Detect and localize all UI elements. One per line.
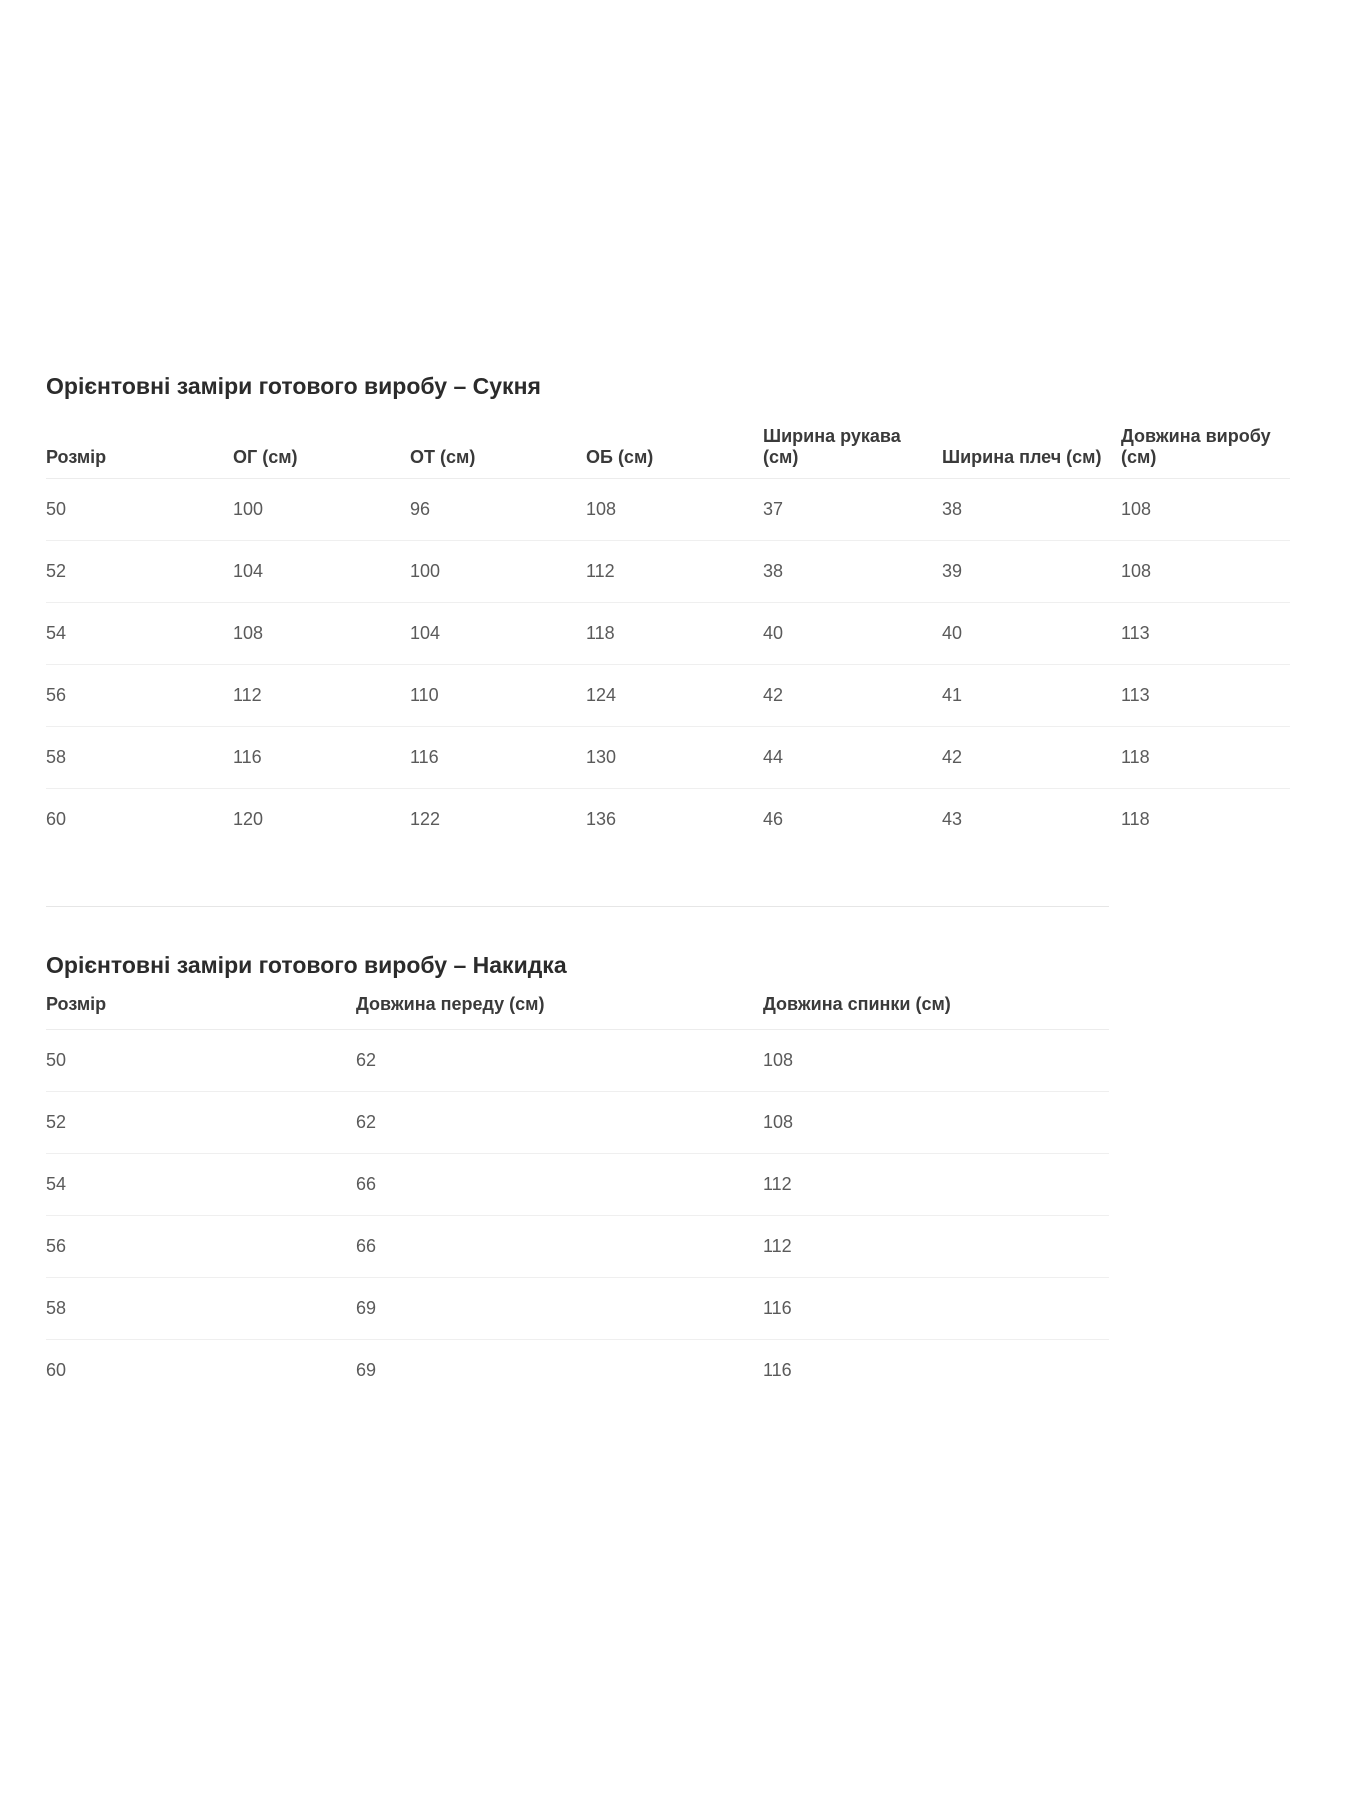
table-cell: 38 (763, 541, 942, 603)
table-row (46, 1216, 1109, 1278)
column-header-front-length: Довжина переду (см) (356, 993, 763, 1030)
table-cell: 44 (763, 727, 942, 789)
table-cell: 116 (763, 1278, 1109, 1340)
table-cell: 122 (410, 809, 441, 829)
table-cell: 112 (233, 665, 410, 727)
table-cell: 118 (1121, 809, 1150, 829)
table-cell: 66 (356, 1216, 763, 1278)
table-header-row (46, 993, 1109, 1030)
column-header-sleeve-width: Ширина рукава (см) (763, 416, 942, 479)
table-cell: 96 (410, 479, 586, 541)
table-cell: 62 (356, 1030, 763, 1092)
table-cell: 60 (46, 1360, 67, 1380)
table-row (46, 1092, 1109, 1154)
table-cell: 113 (1121, 665, 1290, 727)
table-cell: 54 (46, 1154, 356, 1216)
table-cell: 52 (46, 1092, 356, 1154)
column-header-size: Розмір (46, 993, 356, 1030)
table-cell: 108 (233, 603, 410, 665)
table-cell: 130 (586, 727, 763, 789)
table-row (46, 541, 1290, 603)
table-row (46, 603, 1290, 665)
table-cell: 100 (410, 541, 586, 603)
table-cell: 42 (942, 727, 1121, 789)
table-cell: 37 (763, 479, 942, 541)
table-cell: 42 (763, 665, 942, 727)
table-cell: 58 (46, 727, 233, 789)
table-cell: 50 (46, 479, 233, 541)
table-cell: 120 (233, 809, 264, 829)
table-row (46, 1278, 1109, 1340)
table-cell: 112 (763, 1154, 1109, 1216)
table-cell: 50 (46, 1030, 356, 1092)
column-header-shoulder-width: Ширина плеч (см) (942, 416, 1121, 479)
table-row (46, 665, 1290, 727)
table-header-row (46, 416, 1290, 479)
table-cell: 136 (586, 809, 617, 829)
table-cell: 116 (410, 727, 586, 789)
table-cell: 39 (942, 541, 1121, 603)
table-cell: 58 (46, 1278, 356, 1340)
table-cell: 38 (942, 479, 1121, 541)
table-cell: 54 (46, 603, 233, 665)
column-header-hips: ОБ (см) (586, 416, 763, 479)
table-cell: 40 (763, 603, 942, 665)
column-header-waist: ОТ (см) (410, 416, 586, 479)
table-cell: 69 (356, 1278, 763, 1340)
table-cell: 118 (586, 603, 763, 665)
table-cell: 104 (233, 541, 410, 603)
table-cell: 69 (356, 1360, 377, 1380)
column-header-size: Розмір (46, 416, 233, 479)
table-cell: 110 (410, 665, 586, 727)
table-row (46, 727, 1290, 789)
section-divider (46, 906, 1109, 907)
cape-table-title: Орієнтовні заміри готового виробу – Накидка (46, 952, 567, 978)
table-cell: 66 (356, 1154, 763, 1216)
table-cell: 62 (356, 1092, 763, 1154)
column-header-back-length: Довжина спинки (см) (763, 993, 1109, 1030)
dress-measurements-table (46, 416, 1290, 850)
table-cell: 112 (586, 541, 763, 603)
table-cell: 108 (586, 479, 763, 541)
column-header-item-length: Довжина виробу (см) (1121, 416, 1290, 479)
table-row (46, 1154, 1109, 1216)
table-row (46, 479, 1290, 541)
table-cell: 108 (763, 1092, 1109, 1154)
table-cell: 108 (1121, 479, 1290, 541)
table-cell: 56 (46, 665, 233, 727)
cape-measurements-table (46, 993, 1109, 1401)
table-cell: 118 (1121, 727, 1290, 789)
table-cell: 108 (763, 1030, 1109, 1092)
table-cell: 43 (942, 809, 963, 829)
table-cell: 116 (763, 1360, 792, 1380)
table-cell: 104 (410, 603, 586, 665)
table-cell: 46 (763, 809, 784, 829)
table-cell: 112 (763, 1216, 1109, 1278)
table-cell: 60 (46, 809, 67, 829)
dress-table-title: Орієнтовні заміри готового виробу – Сукня (46, 373, 541, 399)
table-row (46, 789, 1290, 851)
table-cell: 116 (233, 727, 410, 789)
column-header-chest: ОГ (см) (233, 416, 410, 479)
table-cell: 40 (942, 603, 1121, 665)
table-cell: 56 (46, 1216, 356, 1278)
table-cell: 113 (1121, 603, 1290, 665)
table-row (46, 1340, 1109, 1402)
table-row (46, 1030, 1109, 1092)
table-cell: 52 (46, 541, 233, 603)
table-cell: 124 (586, 665, 763, 727)
table-cell: 41 (942, 665, 1121, 727)
table-cell: 108 (1121, 541, 1290, 603)
table-cell: 100 (233, 479, 410, 541)
